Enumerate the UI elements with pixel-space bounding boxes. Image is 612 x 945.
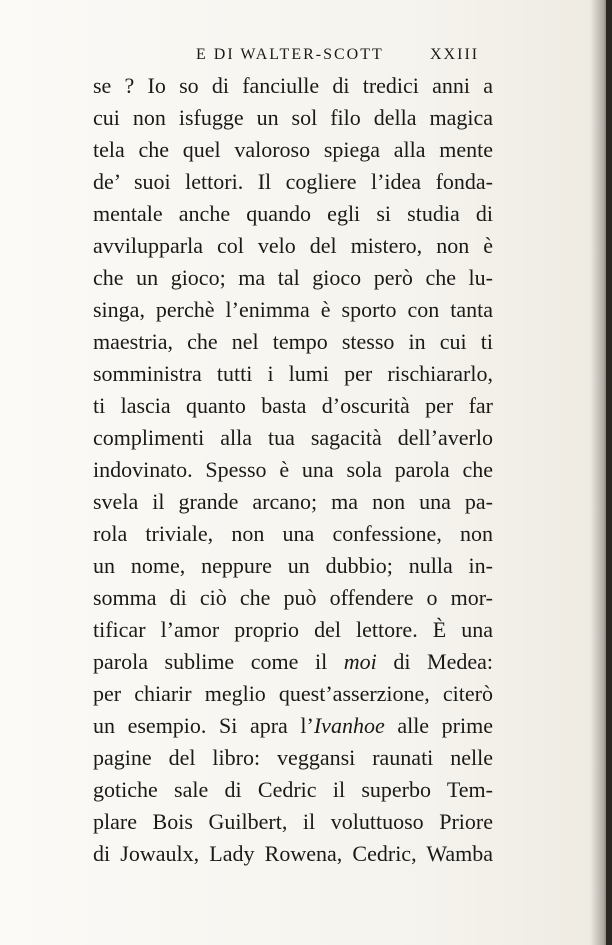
running-title: E DI WALTER-SCOTT [196,46,384,63]
italic-text: moi [343,649,377,674]
running-head [0,40,612,66]
text-line [93,390,493,422]
text-segment: di Jowaulx, Lady Rowena, Cedric, Wamba [93,841,493,866]
text-segment: cui non isfugge un sol filo della magica [93,105,493,130]
text-line [93,134,493,166]
text-line [93,326,493,358]
text-segment: somma di ciò che può offendere o mor- [93,585,493,610]
text-segment: indovinato. Spesso è una sola parola che [93,457,493,482]
text-segment: somministra tutti i lumi per rischiararlo, [93,361,493,386]
text-segment: plare Bois Guilbert, il voluttuoso Priore [93,809,493,834]
text-segment: di Medea: [376,649,493,674]
text-line [93,454,493,486]
body-text [93,70,493,870]
text-line [93,550,493,582]
text-segment: se ? Io so di fanciulle di tredici anni a [93,73,493,98]
text-line [93,710,493,742]
text-segment: tificar l’amor proprio del lettore. È una [93,617,493,642]
text-line [93,806,493,838]
text-segment: singa, perchè l’enimma è sporto con tanta [93,297,493,322]
text-line [93,678,493,710]
text-segment: per chiarir meglio quest’asserzione, citerò [93,681,493,706]
text-line [93,614,493,646]
italic-text: Ivanhoe [313,713,385,738]
text-line [93,486,493,518]
text-segment: ti lascia quanto basta d’oscurità per far [93,393,493,418]
text-line [93,518,493,550]
text-segment: de’ suoi lettori. Il cogliere l’idea fonda- [93,169,493,194]
text-line [93,70,493,102]
text-line [93,262,493,294]
text-segment: svela il grande arcano; ma non una pa- [93,489,493,514]
text-segment: maestria, che nel tempo stesso in cui ti [93,329,493,354]
text-segment: mentale anche quando egli si studia di [93,201,493,226]
text-line [93,774,493,806]
text-segment: un nome, neppure un dubbio; nulla in- [93,553,493,578]
text-segment: alle prime [384,713,493,738]
text-line [93,838,493,870]
text-segment: complimenti alla tua sagacità dell’averlo [93,425,493,450]
text-line [93,582,493,614]
text-segment: gotiche sale di Cedric il superbo Tem- [93,777,493,802]
text-segment: pagine del libro: veggansi raunati nelle [93,745,493,770]
text-line [93,646,493,678]
text-line [93,230,493,262]
text-line [93,166,493,198]
text-segment: che un gioco; ma tal gioco però che lu- [93,265,493,290]
text-line [93,742,493,774]
text-line [93,198,493,230]
text-line [93,422,493,454]
page-edge [606,0,612,945]
text-segment: parola sublime come il [93,649,344,674]
text-segment: avvilupparla col velo del mistero, non è [93,233,493,258]
text-segment: un esempio. Si apra l’ [93,713,314,738]
text-line [93,102,493,134]
text-line [93,358,493,390]
page-number: XXIII [430,46,480,63]
text-segment: rola triviale, non una confessione, non [93,521,493,546]
text-segment: tela che quel valoroso spiega alla mente [93,137,493,162]
text-line [93,294,493,326]
